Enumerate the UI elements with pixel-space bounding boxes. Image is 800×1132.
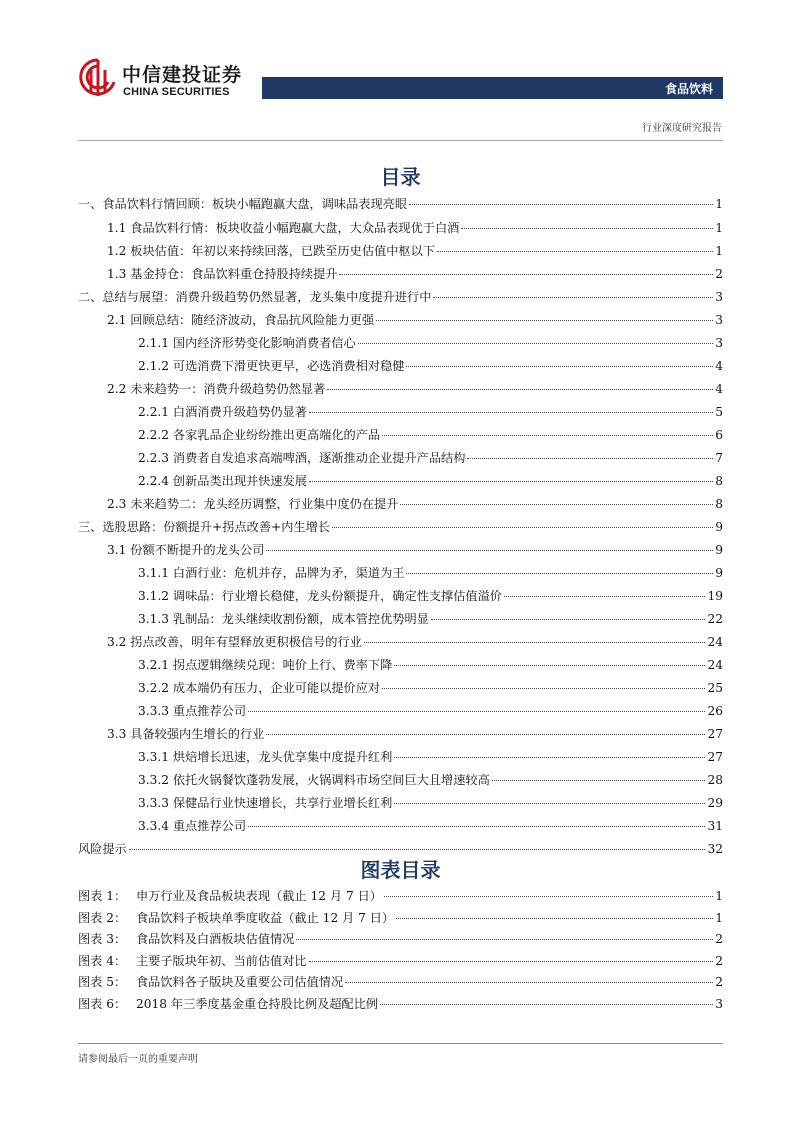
toc-page-number: 22 (707, 612, 723, 626)
toc-page-number: 7 (715, 451, 723, 465)
footer-disclaimer: 请参阅最后一页的重要声明 (78, 1054, 198, 1065)
citic-emblem-icon (78, 56, 118, 100)
toc-page-number: 24 (707, 658, 723, 672)
toc-leader-dots (492, 780, 706, 781)
toc-row[interactable] (138, 425, 723, 445)
figure-row[interactable] (78, 886, 723, 906)
toc-text: 白酒消费升级趋势仍显著 (172, 405, 307, 419)
toc-row[interactable] (138, 747, 723, 767)
report-type-label: 行业深度研究报告 (642, 123, 722, 134)
logo-english-name: CHINA SECURITIES (123, 86, 230, 98)
toc-leader-dots (332, 527, 713, 528)
toc-text: 基金持仓：食品饮料重仓持股持续提升 (130, 267, 338, 281)
toc-page-number: 28 (707, 773, 723, 787)
figure-number: 图表 4： (78, 954, 127, 968)
toc-page-number: 3 (715, 313, 723, 327)
figure-page-number: 1 (715, 889, 723, 903)
toc-row[interactable] (138, 448, 723, 468)
toc-number: 2.1 (107, 313, 131, 327)
figure-page-number: 2 (715, 975, 723, 989)
toc-number: 3.2 (107, 635, 131, 649)
figure-number: 图表 2： (78, 911, 127, 925)
toc-text: 消费者自发追求高端啤酒，逐渐推动企业提升产品结构 (172, 451, 466, 465)
toc-number: 1.2 (107, 244, 131, 258)
toc-page-number: 8 (715, 474, 723, 488)
toc-leader-dots (406, 366, 713, 367)
toc-number: 3.3.4 (138, 819, 173, 833)
toc-text: 重点推荐公司 (172, 704, 247, 718)
toc-leader-dots (364, 642, 706, 643)
toc-row[interactable] (138, 563, 723, 583)
toc-number: 3.1.2 (138, 589, 173, 603)
toc-row[interactable] (107, 264, 723, 284)
toc-page-number: 24 (707, 635, 723, 649)
figure-leader-dots (345, 982, 713, 983)
toc-page-number: 32 (707, 842, 723, 856)
toc-row[interactable] (138, 793, 723, 813)
toc-text: 选股思路：份额提升+拐点改善+内生增长 (102, 520, 330, 534)
toc-number: 2.1.2 (138, 359, 173, 373)
toc-page-number: 26 (707, 704, 723, 718)
toc-leader-dots (248, 711, 705, 712)
figure-text: 食品饮料各子版块及重要公司估值情况 (136, 975, 344, 989)
toc-row[interactable] (107, 494, 723, 514)
toc-page-number: 27 (707, 727, 723, 741)
toc-leader-dots (467, 458, 713, 459)
figure-row[interactable] (78, 908, 723, 928)
toc-page-number: 9 (715, 520, 723, 534)
toc-leader-dots (382, 688, 705, 689)
toc-leader-dots (406, 573, 713, 574)
figure-number: 图表 3： (78, 932, 127, 946)
toc-text: 乳制品：龙头继续收割份额，成本管控优势明显 (172, 612, 429, 626)
toc-number: 3.1 (107, 543, 131, 557)
toc-row[interactable] (78, 194, 723, 214)
toc-page-number: 31 (707, 819, 723, 833)
toc-text: 未来趋势二：龙头经历调整，行业集中度仍在提升 (130, 497, 399, 511)
toc-leader-dots (504, 596, 706, 597)
toc-number: 3.1.1 (138, 566, 173, 580)
toc-number: 2.2.3 (138, 451, 173, 465)
toc-leader-dots (309, 412, 713, 413)
figure-text: 主要子版块年初、当前估值对比 (136, 954, 307, 968)
toc-number: 二、 (78, 290, 103, 304)
toc-page-number: 3 (715, 290, 723, 304)
toc-row[interactable] (107, 218, 723, 238)
toc-number: 3.3 (107, 727, 131, 741)
figure-text: 2018 年三季度基金重仓持股比例及超配比例 (136, 997, 379, 1011)
figure-page-number: 2 (715, 932, 723, 946)
toc-text: 份额不断提升的龙头公司 (130, 543, 265, 557)
toc-number: 3.3.3 (138, 704, 173, 718)
toc-text: 重点推荐公司 (172, 819, 247, 833)
footer-divider (78, 1043, 723, 1044)
toc-leader-dots (376, 320, 713, 321)
toc-leader-dots (309, 481, 713, 482)
toc-page-number: 1 (715, 197, 723, 211)
toc-leader-dots (327, 389, 713, 390)
figure-number: 图表 1： (78, 889, 127, 903)
toc-text: 总结与展望：消费升级趋势仍然显著，龙头集中度提升进行中 (102, 290, 432, 304)
category-label: 食品饮料 (664, 82, 713, 96)
toc-leader-dots (394, 803, 705, 804)
toc-text: 烘焙增长迅速，龙头优享集中度提升红利 (172, 750, 393, 764)
toc-row[interactable] (138, 471, 723, 491)
toc-text: 白酒行业：危机并存，品牌为矛，渠道为王 (172, 566, 405, 580)
figure-text: 申万行业及食品板块表现（截止 12 月 7 日） (136, 889, 382, 903)
toc-number: 2.1.1 (138, 336, 173, 350)
toc-page-number: 25 (707, 681, 723, 695)
toc-leader-dots (248, 826, 705, 827)
toc-number: 3.3.2 (138, 773, 173, 787)
toc-text: 保健品行业快速增长，共享行业增长红利 (172, 796, 393, 810)
toc-text: 成本端仍有压力，企业可能以提价应对 (172, 681, 381, 695)
toc-title: 目录 (380, 165, 421, 189)
toc-number: 3.1.3 (138, 612, 173, 626)
toc-text: 拐点逻辑继续兑现：吨价上行、费率下降 (172, 658, 393, 672)
toc-text: 调味品：行业增长稳健，龙头份额提升，确定性支撑估值溢价 (172, 589, 502, 603)
toc-page-number: 1 (715, 244, 723, 258)
toc-page-number: 2 (715, 267, 723, 281)
logo-chinese-name: 中信建投证券 (122, 64, 243, 86)
toc-row[interactable] (78, 517, 723, 537)
toc-page-number: 5 (715, 405, 723, 419)
toc-row[interactable] (138, 609, 723, 629)
toc-text: 依托火锅餐饮蓬勃发展，火锅调料市场空间巨大且增速较高 (172, 773, 490, 787)
figure-page-number: 1 (715, 911, 723, 925)
figure-row[interactable] (78, 972, 723, 992)
toc-row[interactable] (107, 632, 723, 652)
figure-row[interactable] (78, 994, 723, 1014)
toc-leader-dots (409, 204, 713, 205)
toc-number: 1.1 (107, 221, 131, 235)
header-divider (78, 140, 723, 141)
toc-row[interactable] (78, 287, 723, 307)
toc-number: 3.3.3 (138, 796, 173, 810)
figures-title: 图表目录 (360, 858, 441, 882)
toc-number: 3.3.1 (138, 750, 173, 764)
toc-row[interactable] (138, 333, 723, 353)
toc-page-number: 6 (715, 428, 723, 442)
toc-row[interactable] (138, 402, 723, 422)
figure-text: 食品饮料子板块单季度收益（截止 12 月 7 日） (136, 911, 395, 925)
toc-page-number: 3 (715, 336, 723, 350)
toc-number: 2.2.2 (138, 428, 173, 442)
toc-row[interactable] (107, 310, 723, 330)
toc-number: 3.2.1 (138, 658, 173, 672)
toc-text: 国内经济形势变化影响消费者信心 (172, 336, 356, 350)
toc-leader-dots (394, 757, 705, 758)
toc-leader-dots (266, 734, 705, 735)
toc-number: 2.2.1 (138, 405, 173, 419)
toc-leader-dots (339, 274, 713, 275)
toc-leader-dots (394, 665, 705, 666)
toc-row[interactable] (138, 816, 723, 836)
toc-page-number: 29 (707, 796, 723, 810)
toc-row[interactable] (107, 241, 723, 261)
figure-leader-dots (396, 918, 713, 919)
toc-leader-dots (382, 435, 713, 436)
figure-row[interactable] (78, 951, 723, 971)
toc-leader-dots (431, 619, 706, 620)
toc-page-number: 9 (715, 566, 723, 580)
toc-text: 可选消费下滑更快更早，必选消费相对稳健 (172, 359, 405, 373)
header-category-bar (262, 77, 723, 99)
toc-page-number: 27 (707, 750, 723, 764)
toc-number: 2.2.4 (138, 474, 173, 488)
figure-leader-dots (384, 896, 713, 897)
toc-page-number: 4 (715, 382, 723, 396)
figure-leader-dots (296, 939, 713, 940)
toc-page-number: 19 (707, 589, 723, 603)
toc-text: 各家乳品企业纷纷推出更高端化的产品 (172, 428, 381, 442)
toc-leader-dots (129, 849, 706, 850)
toc-text: 创新品类出现并快速发展 (172, 474, 307, 488)
toc-leader-dots (358, 343, 714, 344)
figure-number: 图表 6： (78, 997, 127, 1011)
toc-row[interactable] (138, 770, 723, 790)
toc-number: 2.2 (107, 382, 131, 396)
toc-text: 风险提示 (78, 842, 127, 856)
toc-row[interactable] (107, 724, 723, 744)
figure-leader-dots (309, 961, 714, 962)
toc-row[interactable] (138, 701, 723, 721)
toc-leader-dots (266, 550, 713, 551)
toc-page-number: 4 (715, 359, 723, 373)
toc-page-number: 8 (715, 497, 723, 511)
toc-leader-dots (461, 228, 713, 229)
toc-row[interactable] (107, 540, 723, 560)
figure-page-number: 2 (715, 954, 723, 968)
toc-leader-dots (437, 251, 713, 252)
toc-text: 未来趋势一：消费升级趋势仍然显著 (130, 382, 326, 396)
toc-number: 一、 (78, 197, 103, 211)
toc-number: 3.2.2 (138, 681, 173, 695)
toc-row[interactable] (138, 655, 723, 675)
toc-number: 2.3 (107, 497, 131, 511)
company-logo (78, 56, 258, 104)
figure-leader-dots (380, 1004, 713, 1005)
toc-row[interactable] (138, 356, 723, 376)
toc-row[interactable] (107, 379, 723, 399)
figure-number: 图表 5： (78, 975, 127, 989)
toc-text: 食品饮料行情回顾：板块小幅跑赢大盘，调味品表现亮眼 (102, 197, 408, 211)
toc-text: 拐点改善，明年有望释放更积极信号的行业 (130, 635, 362, 649)
toc-leader-dots (400, 504, 713, 505)
toc-text: 食品饮料行情：板块收益小幅跑赢大盘，大众品表现优于白酒 (130, 221, 460, 235)
figure-page-number: 3 (715, 997, 723, 1011)
toc-page-number: 1 (715, 221, 723, 235)
toc-text: 具备较强内生增长的行业 (130, 727, 265, 741)
figure-row[interactable] (78, 929, 723, 949)
toc-page-number: 9 (715, 543, 723, 557)
toc-text: 回顾总结：随经济波动，食品抗风险能力更强 (130, 313, 375, 327)
toc-text: 板块估值：年初以来持续回落，已跌至历史估值中枢以下 (130, 244, 435, 258)
toc-leader-dots (433, 297, 713, 298)
toc-number: 1.3 (107, 267, 131, 281)
toc-row[interactable] (138, 678, 723, 698)
figure-text: 食品饮料及白酒板块估值情况 (136, 932, 295, 946)
toc-row[interactable] (138, 586, 723, 606)
toc-number: 三、 (78, 520, 103, 534)
